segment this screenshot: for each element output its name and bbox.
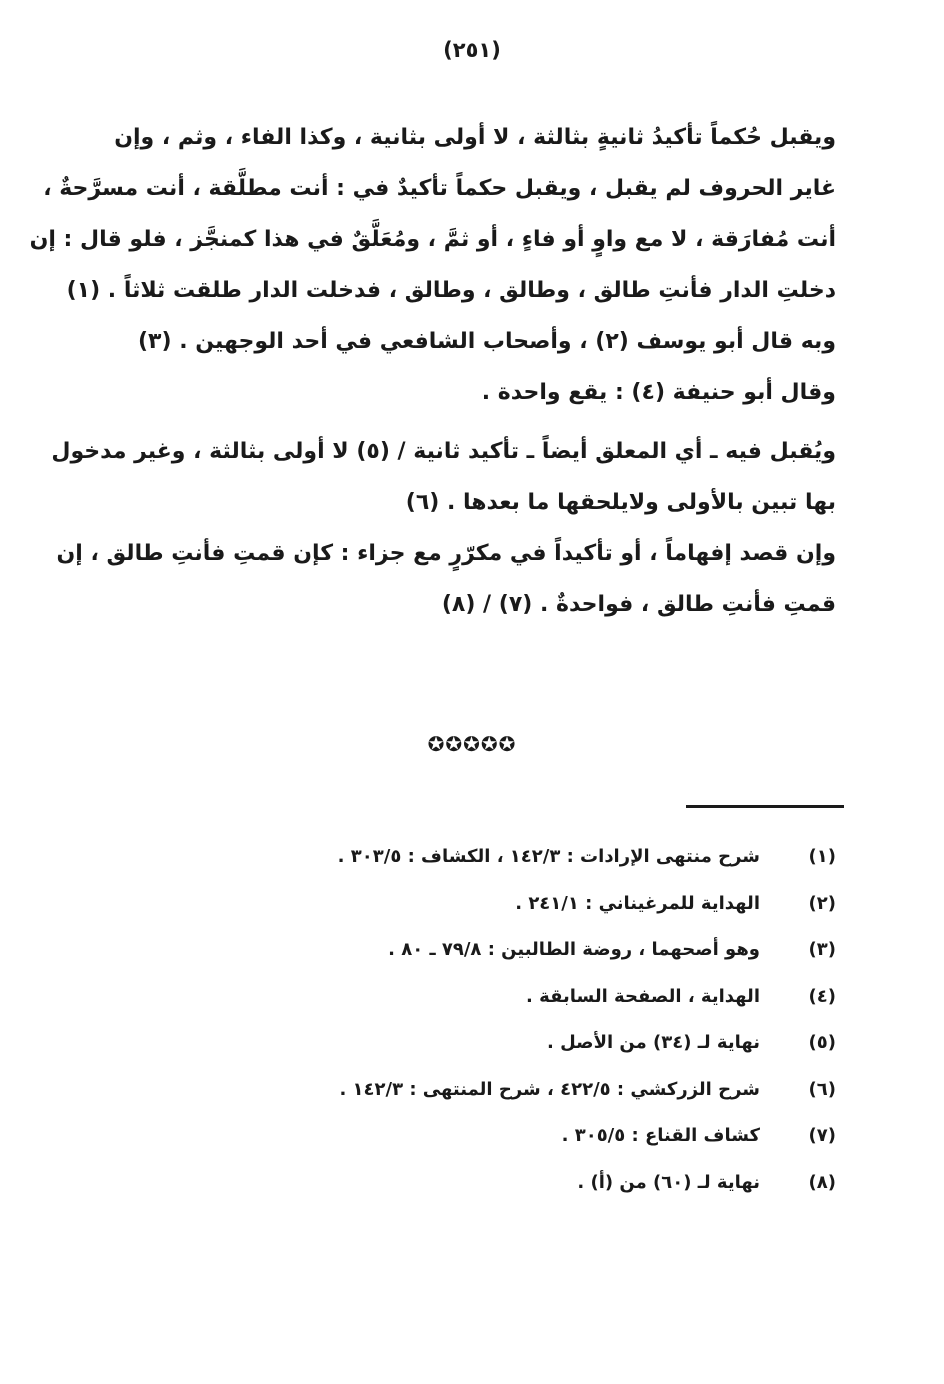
footnote-text: الهداية للمرغيناني : ٢٤١/١ . [515, 892, 760, 914]
main-text [29, 112, 836, 630]
footnote-divider [686, 805, 844, 808]
footnote-number: (١) [808, 846, 836, 867]
footnote-text: شرح منتهى الإرادات : ١٤٢/٣ ، الكشاف : ٣٠٣/٥ . [337, 846, 760, 867]
footnote-item [200, 1113, 836, 1160]
footnote-item [200, 1160, 836, 1207]
text-line: ويقبل حُكماً تأكيدُ ثانيةٍ بثالثة ، لا أولى بثانية ، وكذا الفاء ، وثم ، وإن [114, 125, 836, 150]
footnote-item [200, 834, 836, 881]
text-line: وبه قال أبو يوسف (٢) ، وأصحاب الشافعي في أحد الوجهين . (٣) [137, 329, 836, 354]
text-line: قمتِ فأنتِ طالق ، فواحدةٌ . (٧) / (٨) [441, 592, 836, 617]
footnote-text: شرح الزركشي : ٤٢٢/٥ ، شرح المنتهى : ١٤٢/٣ . [339, 1078, 760, 1100]
text-line: ويُقبل فيه ـ أي المعلق أيضاً ـ تأكيد ثانية / (٥) لا أولى بثالثة ، وغير مدخول [51, 439, 836, 464]
footnote-text: وهو أصحهما ، روضة الطالبين : ٧٩/٨ ـ ٨٠ . [388, 939, 760, 960]
footnote-text: نهاية لـ (٦٠) من (أ) . [577, 1171, 760, 1193]
footnote-number: (٨) [808, 1171, 836, 1193]
text-line: بها تبين بالأولى ولايلحقها ما بعدها . (٦) [405, 490, 836, 515]
text-line: وإن قصد إفهاماً ، أو تأكيداً في مكرّرٍ مع جزاء : كإن قمتِ فأنتِ طالق ، إن [56, 541, 836, 566]
footnote-text: الهداية ، الصفحة السابقة . [526, 985, 760, 1007]
text-line: أنت مُفارَقة ، لا مع واوٍ أو فاءٍ ، أو ثمَّ ، ومُعَلَّقٌ في هذا كمنجَّز ، فلو قال : إن [29, 227, 836, 252]
text-line: دخلتِ الدار فأنتِ طالق ، وطالق ، وطالق ، فدخلت الدار طلقت ثلاثاً . (١) [66, 278, 836, 303]
footnote-number: (٣) [808, 939, 836, 960]
footnote-item [200, 1067, 836, 1114]
footnote-number: (٤) [808, 985, 836, 1007]
footnote-text: كشاف القناع : ٣٠٥/٥ . [561, 1125, 760, 1146]
page-number: (٢٥١) [443, 38, 501, 62]
footnote-text: نهاية لـ (٣٤) من الأصل . [547, 1032, 760, 1053]
text-line: وقال أبو حنيفة (٤) : يقع واحدة . [481, 380, 836, 405]
footnote-number: (٧) [808, 1125, 836, 1146]
footnote-item [200, 927, 836, 974]
footnote-number: (٢) [808, 892, 836, 914]
section-ornament: ✪✪✪✪✪ [427, 732, 517, 756]
footnotes [200, 834, 836, 1206]
footnote-item [200, 881, 836, 928]
footnote-number: (٦) [808, 1078, 836, 1100]
footnote-number: (٥) [808, 1032, 836, 1053]
text-line: غاير الحروف لم يقبل ، ويقبل حكماً تأكيدٌ في : أنت مطلَّقة ، أنت مسرَّحةٌ ، [43, 176, 836, 201]
footnote-item [200, 1020, 836, 1067]
footnote-item [200, 974, 836, 1021]
